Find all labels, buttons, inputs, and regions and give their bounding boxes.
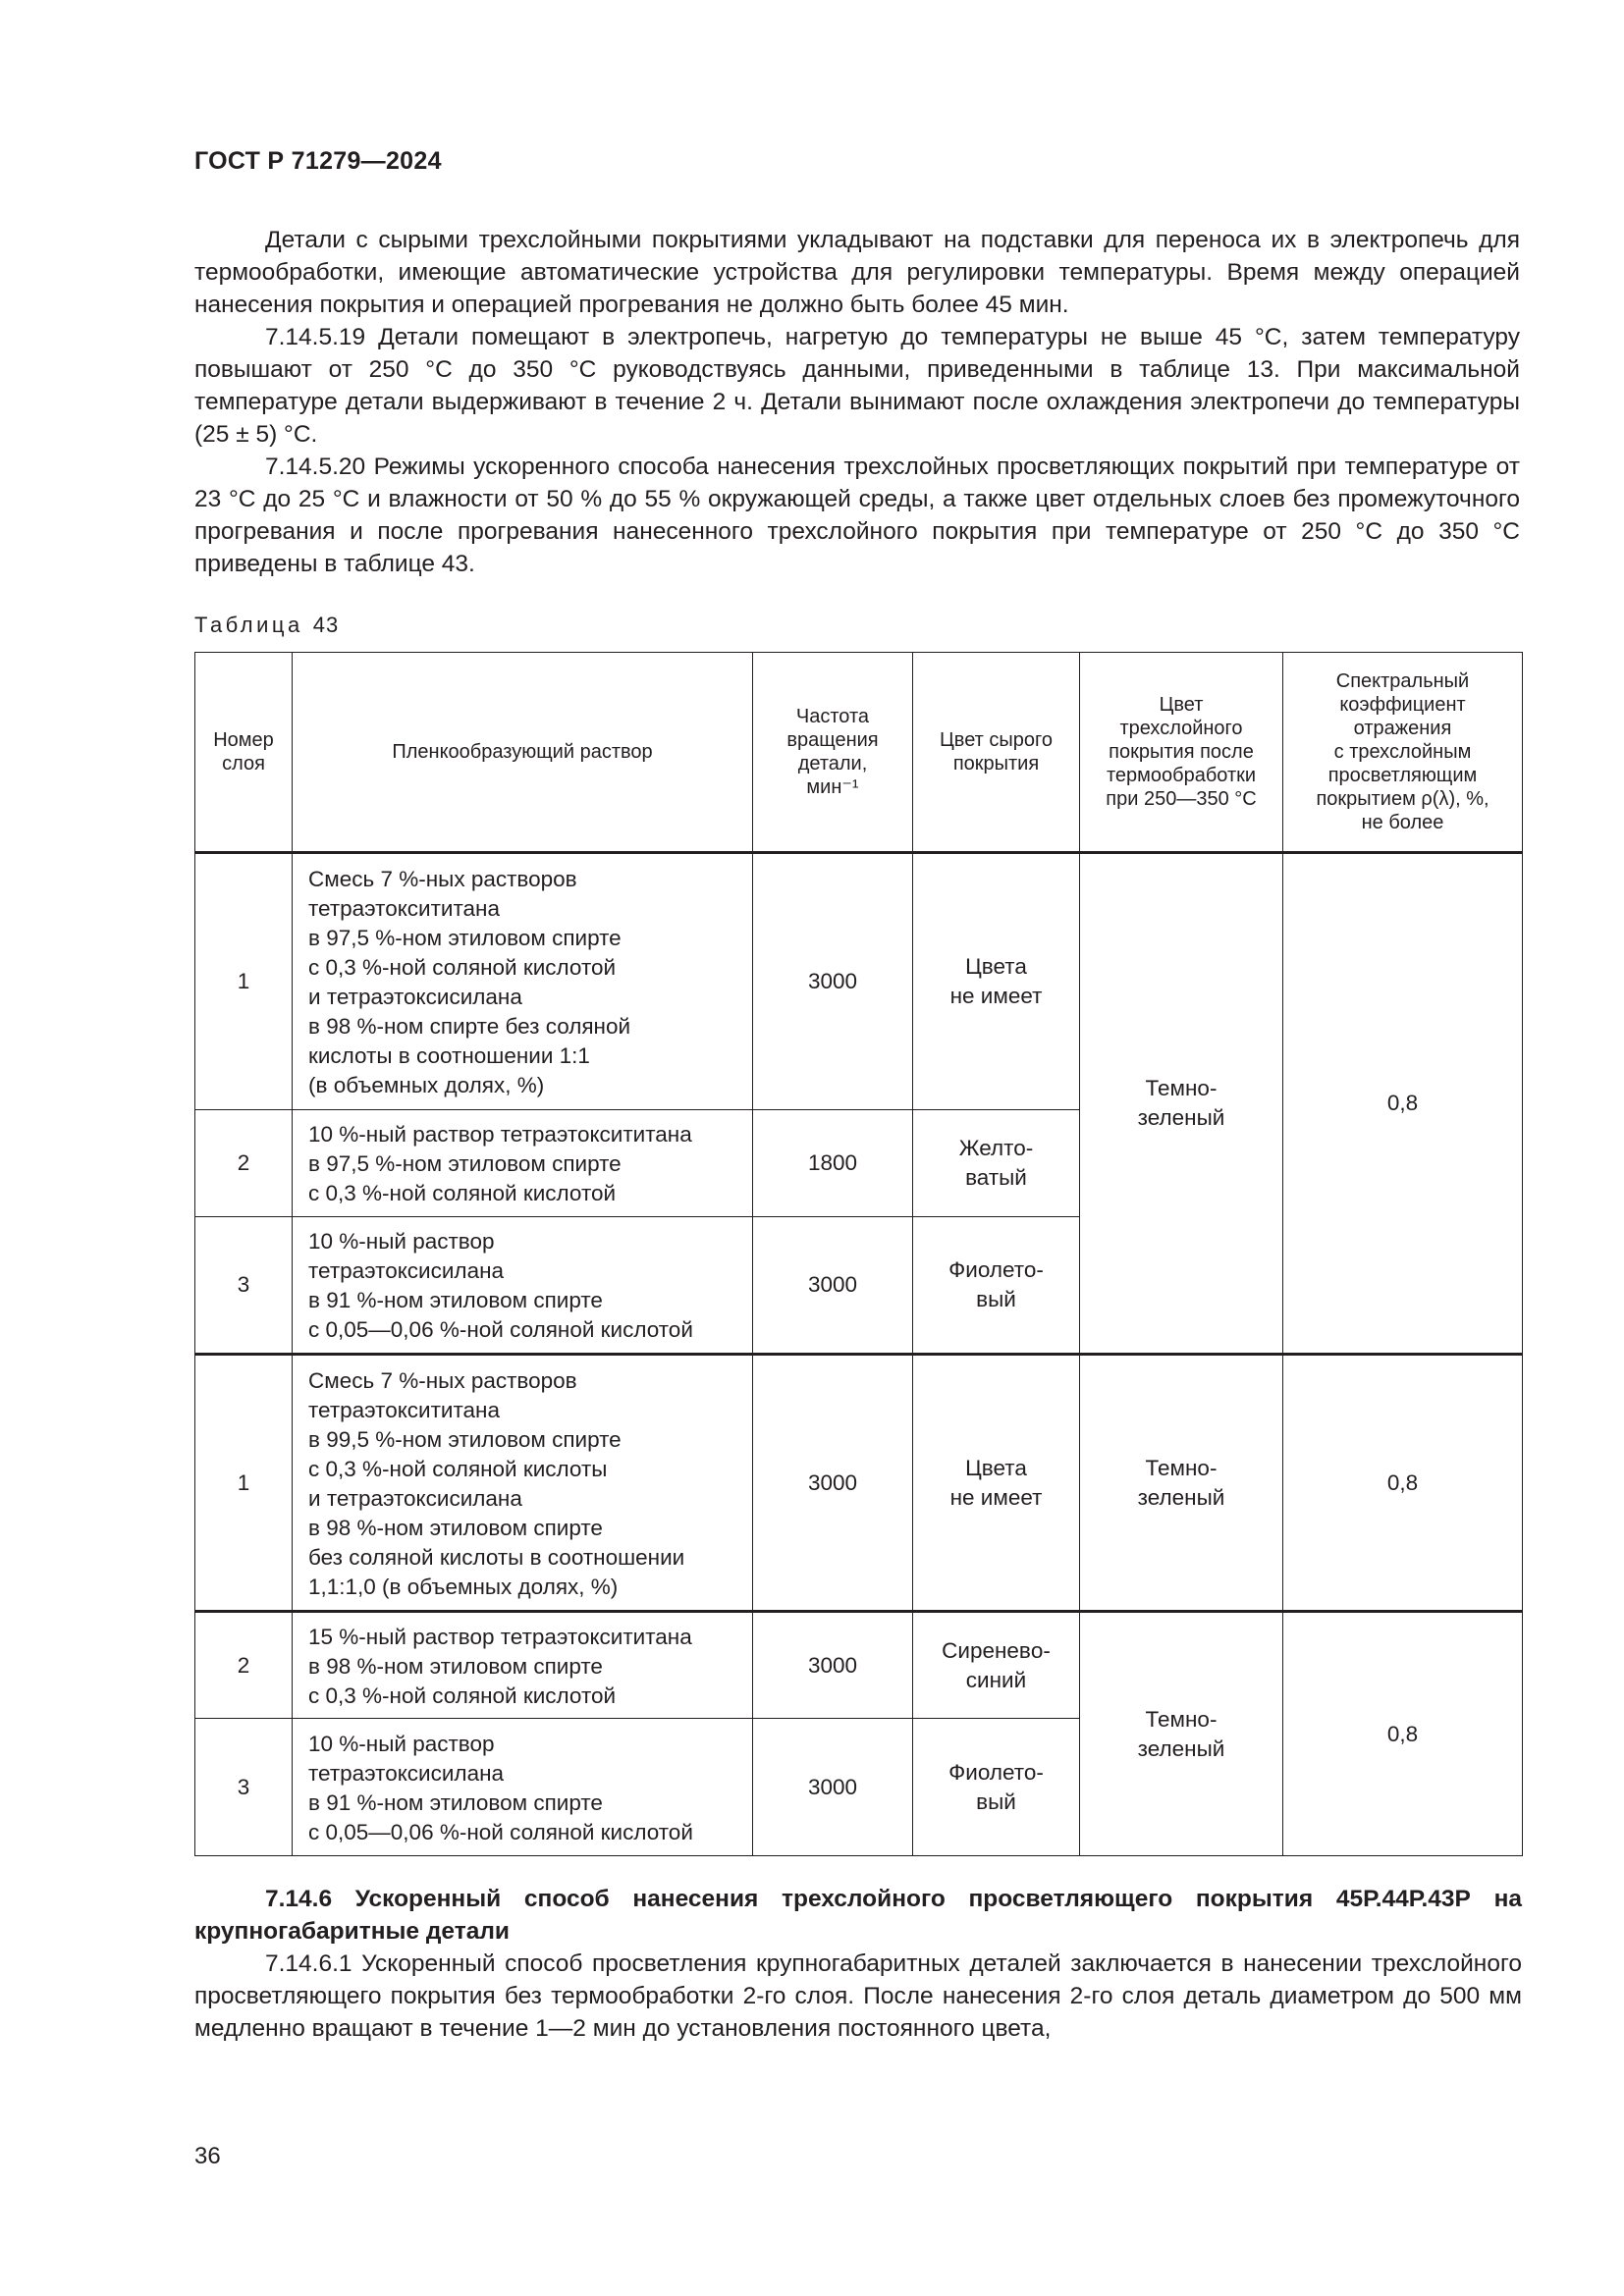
- cell-raw-color: Цвета не имеет: [913, 1355, 1080, 1612]
- cell-layer: 1: [195, 1355, 293, 1612]
- paragraph: Детали с сырыми трехслойными покрытиями укладывают на подставки для переноса их в электропечь для термообработки, имеющие автоматические устройства для регулировки температуры. Время между операцией нанесения покрытия и операцией прогревания не должно быть более 45 мин.: [194, 227, 1520, 318]
- table-43: [194, 652, 1523, 1856]
- cell-layer: 3: [195, 1719, 293, 1856]
- cell-color-after: Темно- зеленый: [1080, 1355, 1283, 1612]
- paragraph: 7.14.5.19 Детали помещают в электропечь, нагретую до температуры не выше 45 °С, затем температуру повышают от 250 °С до 350 °С руководствуясь данными, приведенными в таблице 13. При максимальной температуре детали выдерживают в течение 2 ч. Детали вынимают после охлаждения электропечи до температуры (25 ± 5) °С.: [194, 324, 1520, 448]
- cell-color-after: Темно- зеленый: [1080, 853, 1283, 1355]
- header-color-after-heat: Цвет трехслойного покрытия после термообработки при 250—350 °С: [1080, 653, 1283, 853]
- cell-color-after: Темно- зеленый: [1080, 1612, 1283, 1856]
- cell-raw-color: Сиреневo- синий: [913, 1612, 1080, 1719]
- table-header-row: [195, 653, 1523, 853]
- cell-layer: 2: [195, 1110, 293, 1217]
- table-caption-number: 43: [312, 613, 340, 637]
- cell-raw-color: Желто- ватый: [913, 1110, 1080, 1217]
- document-header: ГОСТ Р 71279—2024: [194, 147, 442, 175]
- table-row: [195, 853, 1523, 1110]
- cell-solution: 10 %-ный раствор тетраэтоксисилана в 91 %-ном этиловом спирте с 0,05—0,06 %-ной соляной кислотой: [293, 1719, 753, 1856]
- cell-raw-color: Фиолето- вый: [913, 1719, 1080, 1856]
- cell-layer: 2: [195, 1612, 293, 1719]
- cell-speed: 3000: [753, 1719, 913, 1856]
- cell-solution: Смесь 7 %-ных растворов тетраэтоксититана в 99,5 %-ном этиловом спирте с 0,3 %-ной соляной кислоты и тетраэтоксисилана в 98 %-ном этиловом спирте без соляной кислоты в соотношении 1,1:1,0 (в объемных долях, %): [293, 1355, 753, 1612]
- cell-raw-color: Цвета не имеет: [913, 853, 1080, 1110]
- paragraph: 7.14.5.20 Режимы ускоренного способа нанесения трехслойных просветляющих покрытий при температуре от 23 °С до 25 °С и влажности от 50 % до 55 % окружающей среды, а также цвет отдельных слоев без промежуточного прогревания и после прогревания нанесенного трехслойного покрытия при температуре от 250 °С до 350 °С приведены в таблице 43.: [194, 454, 1520, 577]
- header-solution: Пленкообразующий раствор: [293, 653, 753, 853]
- cell-solution: Смесь 7 %-ных растворов тетраэтоксититана в 97,5 %-ном этиловом спирте с 0,3 %-ной соляной кислотой и тетраэтоксисилана в 98 %-ном спирте без соляной кислоты в соотношении 1:1 (в объемных долях, %): [293, 853, 753, 1110]
- table-row: [195, 1612, 1523, 1719]
- cell-reflectance: 0,8: [1283, 1612, 1523, 1856]
- table-caption-label: Таблица: [194, 613, 303, 637]
- cell-solution: 10 %-ный раствор тетраэтоксисилана в 91 %-ном этиловом спирте с 0,05—0,06 %-ной соляной кислотой: [293, 1217, 753, 1355]
- page-number: 36: [194, 2143, 221, 2169]
- table-row: [195, 1355, 1523, 1612]
- cell-layer: 3: [195, 1217, 293, 1355]
- cell-reflectance: 0,8: [1283, 1355, 1523, 1612]
- header-reflectance: Спектральный коэффициент отражения с трехслойным просветляющим покрытием ρ(λ), %, не более: [1283, 653, 1523, 853]
- section-7-14-6: [194, 1883, 1522, 2045]
- header-rotation-speed: Частота вращения детали, мин⁻¹: [753, 653, 913, 853]
- cell-layer: 1: [195, 853, 293, 1110]
- cell-speed: 1800: [753, 1110, 913, 1217]
- intro-text: [194, 224, 1520, 580]
- cell-speed: 3000: [753, 1217, 913, 1355]
- cell-raw-color: Фиолето- вый: [913, 1217, 1080, 1355]
- paragraph: 7.14.6.1 Ускоренный способ просветления крупногабаритных деталей заключается в нанесении трехслойного просветляющего покрытия без термообработки 2-го слоя. После нанесения 2-го слоя деталь диаметром до 500 мм медленно вращают в течение 1—2 мин до установления постоянного цвета,: [194, 1950, 1522, 2042]
- cell-solution: 10 %-ный раствор тетраэтоксититана в 97,5 %-ном этиловом спирте с 0,3 %-ной соляной кислотой: [293, 1110, 753, 1217]
- section-heading: 7.14.6 Ускоренный способ нанесения трехслойного просветляющего покрытия 45Р.44Р.43Р на крупногабаритные детали: [194, 1886, 1522, 1945]
- header-raw-color: Цвет сырого покрытия: [913, 653, 1080, 853]
- cell-reflectance: 0,8: [1283, 853, 1523, 1355]
- cell-solution: 15 %-ный раствор тетраэтоксититана в 98 %-ном этиловом спирте с 0,3 %-ной соляной кислотой: [293, 1612, 753, 1719]
- cell-speed: 3000: [753, 1355, 913, 1612]
- cell-speed: 3000: [753, 1612, 913, 1719]
- table-caption: [194, 613, 339, 638]
- cell-speed: 3000: [753, 853, 913, 1110]
- header-layer-number: Номер слоя: [195, 653, 293, 853]
